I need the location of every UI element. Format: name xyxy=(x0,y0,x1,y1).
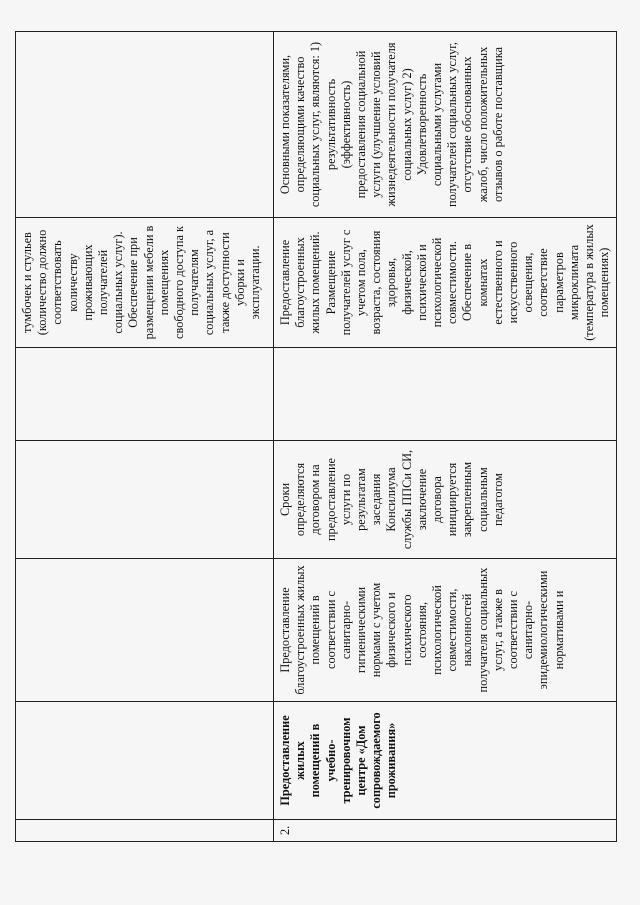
table-row xyxy=(16,32,274,842)
row2-terms-cell: Сроки определяются договором на предоставление услуги по результатам заседания Консилиума службы ППСи СИ, заключение договора инициируется закрепленным социальным педагогом xyxy=(274,441,617,559)
row1-blank-cell xyxy=(16,348,274,441)
row1-description-cell xyxy=(16,559,274,702)
table-row xyxy=(274,32,617,842)
row1-standard-cell: тумбочек и стульев (количество должно соответствовать количеству проживающих получателей социальных услуг). Обеспечение при размещении мебели в помещениях свободного доступа к получателям социальных услуг, а также доступности уборки и эксплуатации. xyxy=(16,218,274,348)
rotated-table-wrapper xyxy=(15,32,612,842)
row2-standard-cell: Предоставление благоустроенных жилых помещений. Размещение получателей услуг с учетом пола, возраста, состояния здоровья, физической, психической и психологической совместимости. Обеспечение в комнатах естественного и искусственного освещения, соответствие параметров микроклимата (температура в жилых помещениях) xyxy=(274,218,617,348)
row2-blank-cell xyxy=(274,348,617,441)
row1-name-cell xyxy=(16,702,274,820)
row1-number-cell xyxy=(16,820,274,842)
row2-indicators-cell: Основными показателями, определяющими качество социальных услуг, являются: 1) результативность (эффективность) предоставления социальной услуги (улучшение условий жизнедеятельности получателя социальных услуг) 2) Удовлетворенность социальными услугами получателей социальных услуг, отсутствие обоснованных жалоб, число положительных отзывов о работе поставщика xyxy=(274,32,617,218)
row2-number-cell: 2. xyxy=(274,820,617,842)
services-table xyxy=(15,31,617,842)
row1-terms-cell xyxy=(16,441,274,559)
row1-indicators-cell xyxy=(16,32,274,218)
row2-name-cell: Предоставление жилых помещений в учебно-тренировочном центре «Дом сопровождаемого проживания» xyxy=(274,702,617,820)
row2-description-cell: Предоставление благоустроенных жилых помещений в соответствии с санитарно-гигиеническими нормами с учетом физического и психического состояния, психологической совместимости, наклонностей получателя социальных услуг, а также в соответствии с санитарно-эпидемиологическими нормативами и xyxy=(274,559,617,702)
